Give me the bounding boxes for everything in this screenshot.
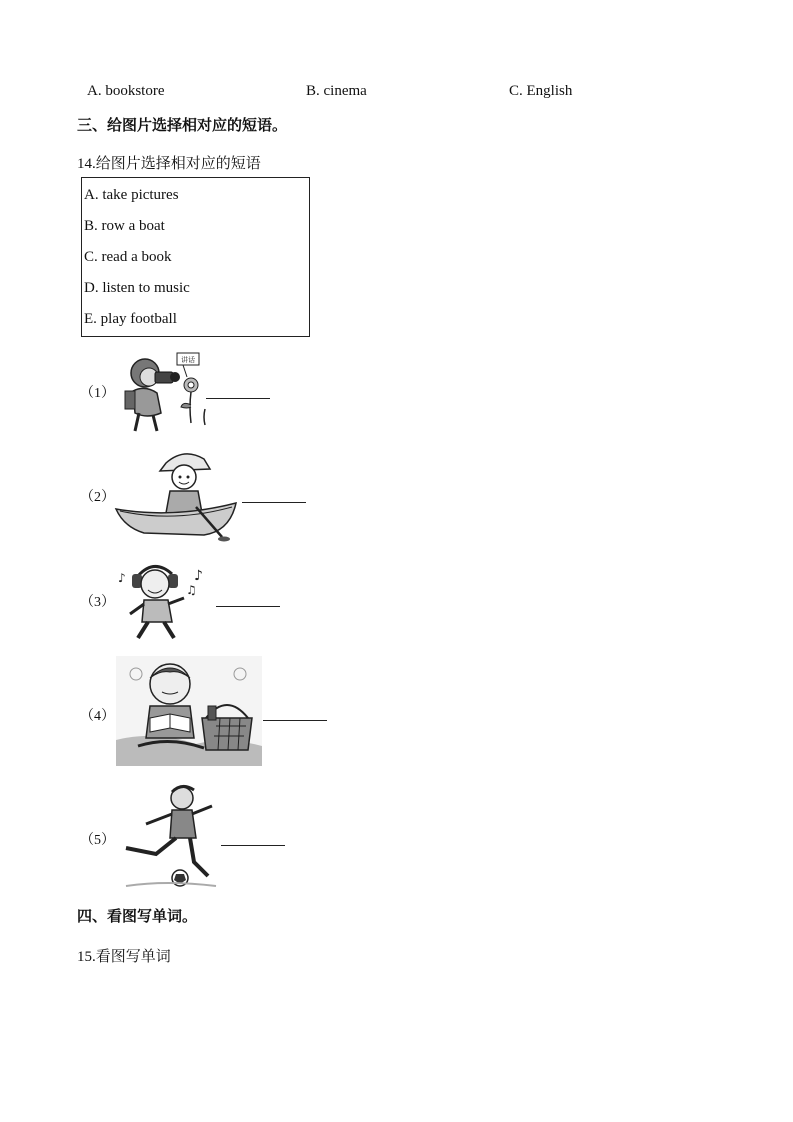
option-c: C. English <box>509 83 573 99</box>
choice-c: C. read a book <box>84 249 172 265</box>
boy-reading-book-image <box>116 656 262 766</box>
svg-text:♪: ♪ <box>194 568 203 584</box>
choice-b: B. row a boat <box>84 218 165 234</box>
item-5-number: （5） <box>80 833 115 848</box>
question-14-title: 14.给图片选择相对应的短语 <box>77 156 261 172</box>
boy-playing-football-image <box>116 780 220 890</box>
section-3-heading: 三、给图片选择相对应的短语。 <box>77 116 288 134</box>
girl-taking-picture-image <box>117 347 207 435</box>
option-a: A. bookstore <box>87 83 165 99</box>
boy-rowing-boat-image <box>114 447 239 542</box>
option-b: B. cinema <box>306 83 367 99</box>
boy-listening-to-music-image <box>116 554 214 642</box>
item-1-number: （1） <box>80 386 115 401</box>
choice-e: E. play football <box>84 311 177 327</box>
sign-text: 讲话 <box>181 356 195 364</box>
item-2-number: （2） <box>80 490 115 505</box>
choices-box <box>81 177 310 337</box>
answer-blank-5[interactable] <box>221 845 285 846</box>
answer-blank-2[interactable] <box>242 502 306 503</box>
section-4-heading: 四、看图写单词。 <box>77 907 198 925</box>
question-15-title: 15.看图写单词 <box>77 949 171 965</box>
item-3-number: （3） <box>80 595 115 610</box>
answer-blank-4[interactable] <box>263 720 327 721</box>
svg-text:♫: ♫ <box>186 583 197 597</box>
item-4-number: （4） <box>80 709 115 724</box>
svg-text:♪: ♪ <box>118 571 126 585</box>
choice-a: A. take pictures <box>84 187 179 203</box>
answer-blank-1[interactable] <box>206 398 270 399</box>
choice-d: D. listen to music <box>84 280 190 296</box>
answer-blank-3[interactable] <box>216 606 280 607</box>
